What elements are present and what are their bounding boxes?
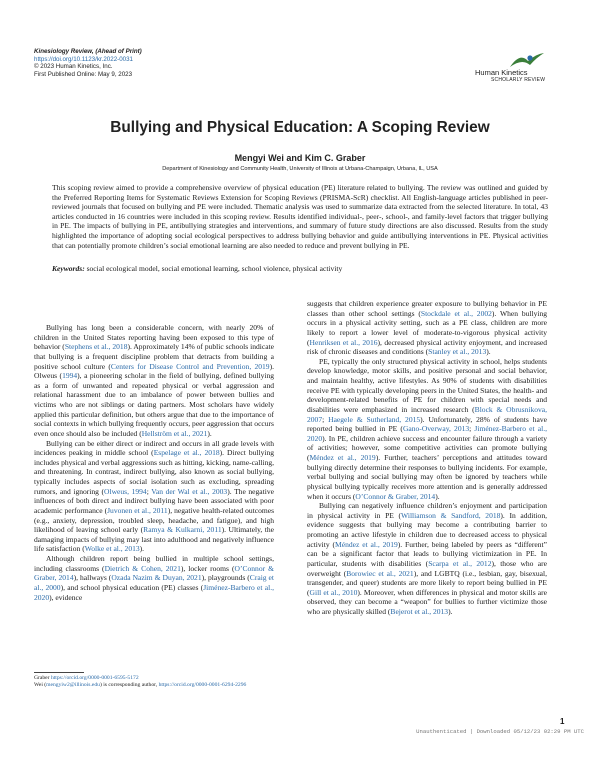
citation-link[interactable]: Scarpa et al., 2012 bbox=[428, 558, 492, 568]
citation-link[interactable]: Ramya & Kulkarni, 2011 bbox=[143, 525, 222, 535]
keywords bbox=[52, 264, 548, 274]
citation-link[interactable]: O’Connor & Graber, 2014 bbox=[34, 563, 274, 583]
paragraph: PE, typically the only structured physical activity in school, helps students develop knowledge, motor skills, and positive personal and social behavior, and maintain healthy, active lifestyles. As 90% of students with disabilities receive PE with typically developing peers in the United States, the health- and development-related benefits of PE for children with special needs and disabilities were emphasized in increased research (Block & Obrusnikova, 2007; Haegele & Sutherland, 2015). Unfortunately, 28% of students have reported being bullied in PE (Gano-Overway, 2013; Jiménez-Barbero et al., 2020). In PE, children achieve success and encounter failure through a variety of activities; however, some competitive activities can promote bullying (Méndez et al., 2019). Further, teachers’ perceptions and attitudes toward bullying directly determine their responses to bullying incidents. For example, verbal bullying and social bullying may often be ignored by teachers while physical bullying typically receives more attention and is generally addressed when it occurs (O’Connor & Graber, 2014). bbox=[307, 356, 548, 501]
copyright: © 2023 Human Kinetics, Inc. bbox=[34, 63, 113, 71]
journal-name: Kinesiology Review, (Ahead of Print) bbox=[34, 48, 142, 55]
paragraph: suggests that children experience greater exposure to bullying behavior in PE classes than other school settings (Stockdale et al., 2002). When bullying occurs in a physical activity setting, such as a PE class, children are more likely to report a lower level of moderate-to-vigorous physical activity (Henriksen et al., 2016), decreased physical activity enjoyment, and increased risk of chronic diseases and conditions (Stanley et al., 2013). bbox=[307, 299, 548, 357]
citation-link[interactable]: Williamson & Sandford, 2018 bbox=[401, 510, 501, 520]
citation-link[interactable]: Stockdale et al., 2002 bbox=[420, 308, 492, 318]
authors: Mengyi Wei and Kim C. Graber bbox=[234, 153, 366, 163]
download-stamp: Unauthenticated | Downloaded 05/12/23 02:29 PM UTC bbox=[416, 728, 584, 735]
publisher-name: Human Kinetics bbox=[475, 68, 528, 77]
citation-link[interactable]: Wolke et al., 2013 bbox=[84, 544, 140, 554]
keywords-text: social ecological model, social emotional learning, school violence, physical activity bbox=[86, 264, 343, 273]
email-link[interactable]: mengyiw2@illinois.edu bbox=[46, 682, 100, 689]
affiliation: Department of Kinesiology and Community Health, University of Illinois at Urbana-Champaign, Urbana, IL, USA bbox=[162, 166, 438, 172]
citation-link[interactable]: Henriksen et al., 2016 bbox=[309, 337, 378, 347]
citation-link[interactable]: Stephens et al., 2018 bbox=[64, 342, 128, 352]
paragraph: Bullying can be either direct or indirect and occurs in all grade levels with incidences peaking in middle school (Espelage et al., 2018). Direct bullying includes physical and verbal aggressions such as hitting, kicking, name-calling, and threatening. In contrast, indirect bullying, also known as social bullying, typically includes aspects of social isolation such as excluding, spreading rumors, and ignoring (Olweus, 1994; Van der Wal et al., 2003). The negative influences of both direct and indirect bullying have been associated with poor academic performance (Juvonen et al., 2011), negative health-related outcomes (e.g., anxiety, depression, troubled sleep, headache, and fatigue), and high likelihood of leaving school early (Ramya & Kulkarni, 2011). Ultimately, the damaging impacts of bullying may last into adulthood and negatively influence life satisfaction (Wolke et al., 2013). bbox=[34, 438, 275, 554]
citation-link[interactable]: Juvonen et al., 2011 bbox=[107, 505, 168, 515]
doi-link[interactable]: https://doi.org/10.1123/kr.2022-0031 bbox=[34, 55, 133, 63]
citation-link[interactable]: Centers for Disease Control and Prevention, 2019 bbox=[110, 361, 270, 371]
footnote bbox=[34, 675, 284, 689]
publisher-logo bbox=[470, 52, 580, 92]
citation-link[interactable]: Borowiec et al., 2021 bbox=[346, 568, 414, 578]
citation-link[interactable]: Van der Wal et al., 2003 bbox=[151, 486, 228, 496]
footnote-divider bbox=[34, 672, 84, 673]
body-column-left bbox=[34, 323, 274, 602]
citation-link[interactable]: 1994 bbox=[62, 371, 78, 381]
citation-link[interactable]: Bejerot et al., 2013 bbox=[390, 607, 449, 616]
citation-link[interactable]: Méndez et al., 2019 bbox=[309, 453, 376, 462]
footnote-text: ) is corresponding author, bbox=[99, 682, 158, 689]
human-kinetics-logo-icon bbox=[506, 52, 546, 68]
citation-link[interactable]: Hellström et al., 2021 bbox=[141, 428, 208, 438]
citation-link[interactable]: Stanley et al., 2013 bbox=[428, 347, 487, 357]
citation-link[interactable]: Jiménez-Barbero et al., 2020 bbox=[307, 424, 547, 443]
citation-link[interactable]: Olweus, 1994 bbox=[104, 486, 147, 496]
abstract: This scoping review aimed to provide a comprehensive overview of physical education (PE) literature related to bullying. The review was outlined and guided by the Preferred Reporting Items for Systematic Reviews Extension for Scoping Reviews (PRISMA-ScR) checklist. All English-language articles published in peer-reviewed journals that focused on bullying and PE were included. Thematic analysis was used to summarize data extracted from the selected literature. In total, 43 articles conducted in 16 countries were included in this scoping review. Results identified individual-, peer-, school-, and family-level factors that trigger bullying in PE. The impacts of bullying in PE, antibullying strategies and interventions, and summary of future study directions are also discussed. Results from the study highlighted the importance of adopting social ecological perspectives to address bullying behavior and guide antibullying interventions in PE. Physical activities that can potentially promote children’s social emotional learning are also needed to reduce and prevent bullying in PE. bbox=[52, 183, 548, 250]
footnote-text: Wei ( bbox=[34, 682, 47, 689]
citation-link[interactable]: Craig et al., 2000 bbox=[34, 573, 274, 592]
page-number: 1 bbox=[560, 717, 565, 726]
citation-link[interactable]: Jiménez-Barbero et al., 2020 bbox=[34, 582, 274, 602]
citation-link[interactable]: Ozada Nazim & Duyan, 2021 bbox=[111, 573, 202, 583]
body-column-right bbox=[307, 299, 547, 617]
article-title: Bullying and Physical Education: A Scoping Review bbox=[110, 119, 490, 136]
article-header bbox=[34, 48, 142, 78]
citation-link[interactable]: Espelage et al., 2018 bbox=[153, 448, 220, 458]
orcid-link[interactable]: https://orcid.org/0000-0001-6595-5172 bbox=[50, 675, 139, 681]
orcid-link[interactable]: https://orcid.org/0000-0001-6294-2296 bbox=[158, 682, 247, 689]
publish-date: First Published Online: May 9, 2023 bbox=[34, 70, 133, 78]
keywords-label: Keywords: bbox=[52, 264, 85, 273]
citation-link[interactable]: Haegele & Sutherland, 2015 bbox=[328, 414, 421, 424]
footnote-author: Graber bbox=[34, 675, 50, 681]
citation-link[interactable]: Gano-Overway, 2013 bbox=[402, 424, 470, 434]
article-type: SCHOLARLY REVIEW bbox=[491, 77, 546, 83]
citation-link[interactable]: O’Connor & Graber, 2014 bbox=[355, 491, 436, 501]
citation-link[interactable]: Dietrich & Cohen, 2021 bbox=[104, 563, 181, 573]
citation-link[interactable]: Block & Obrusnikova, 2007 bbox=[307, 404, 547, 424]
paragraph: Bullying has long been a considerable concern, with nearly 20% of children in the United States reporting having been exposed to this type of behavior (Stephens et al., 2018). Approximately 14% of public schools indicate that bullying is a frequent discipline problem that detracts from building a positive school culture (Centers for Disease Control and Prevention, 2019). Olweus (1994), a pioneering scholar in the field of bullying, defined bullying as a form of unwanted and repeated physical or verbal aggression and relational harassment due to an imbalance of power between bullies and victims who are not siblings or dating partners. Most scholars have widely applied this particular definition, but others argue that due to the importance of social contexts in which bullying frequently occurs, peer aggression that occurs even once should also be included (Hellström et al., 2021). bbox=[34, 323, 274, 438]
citation-link[interactable]: Méndez et al., 2019 bbox=[335, 539, 398, 549]
paragraph: Bullying can negatively influence children’s enjoyment and participation in physical activity in PE (Williamson & Sandford, 2018). In addition, evidence suggests that bullying may become a contributing barrier to promoting an active lifestyle in children due to decreased access to physical activity (Méndez et al., 2019). Further, being labeled by peers as “different” can be a significant factor that leads to bullying victimization in PE. In particular, students with disabilities (Scarpa et al., 2012), those who are overweight (Borowiec et al., 2021), and LGBTQ (i.e., lesbian, gay, bisexual, transgender, and queer) students are more likely to report being bullied in PE (Gill et al., 2010). Moreover, when differences in physical and motor skills are observed, they can become a “weapon” for bullies to further victimize those who are physically skilled (Bejerot et al., 2013). bbox=[307, 501, 548, 616]
citation-link[interactable]: Gill et al., 2010 bbox=[309, 587, 358, 597]
paragraph: Although children report being bullied in multiple school settings, including classrooms (Dietrich & Cohen, 2021), locker rooms (O’Connor & Graber, 2014), hallways (Ozada Nazim & Duyan, 2021), playgrounds (Craig et al., 2000), and school physical education (PE) classes (Jiménez-Barbero et al., 2020), evidence bbox=[34, 554, 274, 602]
